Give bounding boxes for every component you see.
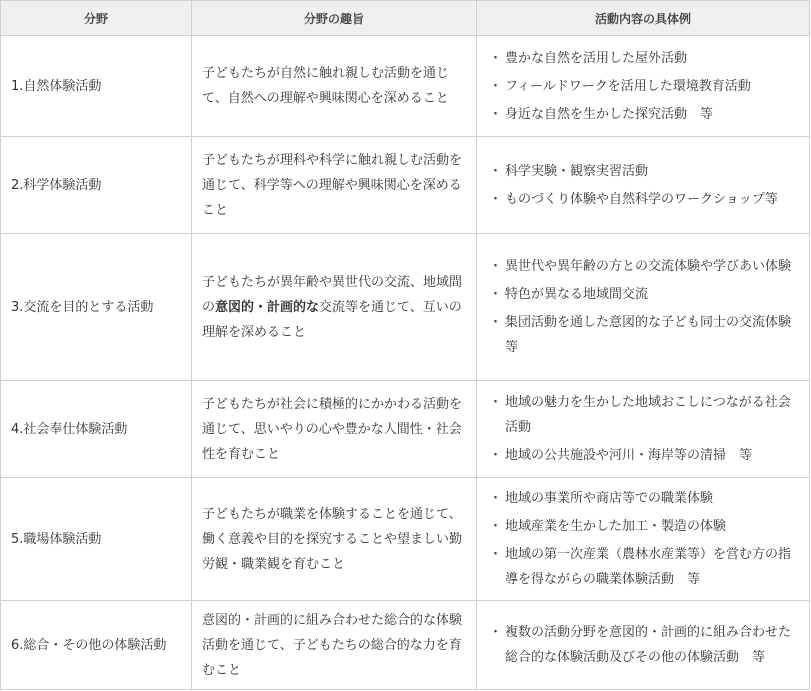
examples-cell [477,478,810,601]
examples-cell [477,381,810,478]
table-row [1,234,810,381]
field-name-cell: 3.交流を目的とする活動 [1,234,192,381]
table-header [1,1,810,36]
table-row [1,137,810,234]
field-name-cell: 1.自然体験活動 [1,36,192,137]
examples-cell [477,137,810,234]
header-field: 分野 [1,1,192,36]
table-row [1,601,810,690]
list-item: ・ フィールドワークを活用した環境教育活動 [491,74,801,99]
examples-cell [477,601,810,690]
examples-list [491,254,805,360]
field-name-cell: 5.職場体験活動 [1,478,192,601]
field-name-cell: 4.社会奉仕体験活動 [1,381,192,478]
examples-list [491,390,801,468]
list-item: ・ 地域産業を生かした加工・製造の体験 [491,514,801,539]
aim-text: 子どもたちが自然に触れ親しむ活動を通じて、自然への理解や興味関心を深めること [202,66,450,106]
field-aim-cell [192,36,477,137]
aim-text: 子どもたちが社会に積極的にかかわる活動を通じて、思いやりの心や豊かな人間性・社会性を育むこと [202,396,463,462]
field-aim-cell [192,601,477,690]
examples-list [491,620,801,670]
table-row [1,36,810,137]
examples-cell [477,234,810,381]
list-item: ・ 特色が異なる地域間交流 [491,282,801,307]
field-aim-cell [192,381,477,478]
field-aim-cell [192,137,477,234]
list-item: ・ 科学実験・観察実習活動 [491,159,801,184]
list-item: ・ 集団活動を通した意図的な子ども同士の交流体験 等 [491,310,801,360]
list-item: ・ 豊かな自然を活用した屋外活動 [491,46,801,71]
field-name-cell: 2.科学体験活動 [1,137,192,234]
aim-text: 子どもたちが職業を体験することを通じて、働く意義や目的を探究することや望ましい勤労観・職業観を育むこと [202,506,463,572]
list-item: ・ 身近な自然を生かした探究活動 等 [491,102,801,127]
list-item: ・ 異世代や異年齢の方との交流体験や学びあい体験 [491,254,801,279]
table-body [1,36,810,690]
field-aim-cell [192,478,477,601]
list-item: ・ ものづくり体験や自然科学のワークショップ等 [491,187,801,212]
aim-text-emphasis: 意図的・計画的な [215,299,320,315]
header-aim: 分野の趣旨 [192,1,477,36]
header-row [1,1,810,36]
list-item: ・ 複数の活動分野を意図的・計画的に組み合わせた総合的な体験活動及びその他の体験活動 等 [491,620,801,670]
table-row [1,381,810,478]
examples-list [491,486,801,592]
table-row [1,478,810,601]
list-item: ・ 地域の公共施設や河川・海岸等の清掃 等 [491,443,801,468]
aim-text: 交流等を通じて、互いの理解を深めること [202,299,462,340]
field-name-cell: 6.総合・その他の体験活動 [1,601,192,690]
list-item: ・ 地域の第一次産業（農林水産業等）を営む方の指導を得ながらの職業体験活動 等 [491,542,801,592]
list-item: ・ 地域の事業所や商店等での職業体験 [491,486,801,511]
list-item: ・ 地域の魅力を生かした地域おこしにつながる社会活動 [491,390,801,440]
examples-list [491,159,801,212]
aim-text: 子どもたちが異年齢や異世代の交流、地域間の [202,274,463,315]
examples-cell [477,36,810,137]
field-aim-cell [192,234,477,381]
examples-list [491,46,801,127]
header-examples: 活動内容の具体例 [477,1,810,36]
aim-text: 子どもたちが理科や科学に触れ親しむ活動を通じて、科学等への理解や興味関心を深めること [202,152,463,218]
aim-text: 意図的・計画的に組み合わせた総合的な体験活動を通じて、子どもたちの総合的な力を育むこと [202,612,463,678]
